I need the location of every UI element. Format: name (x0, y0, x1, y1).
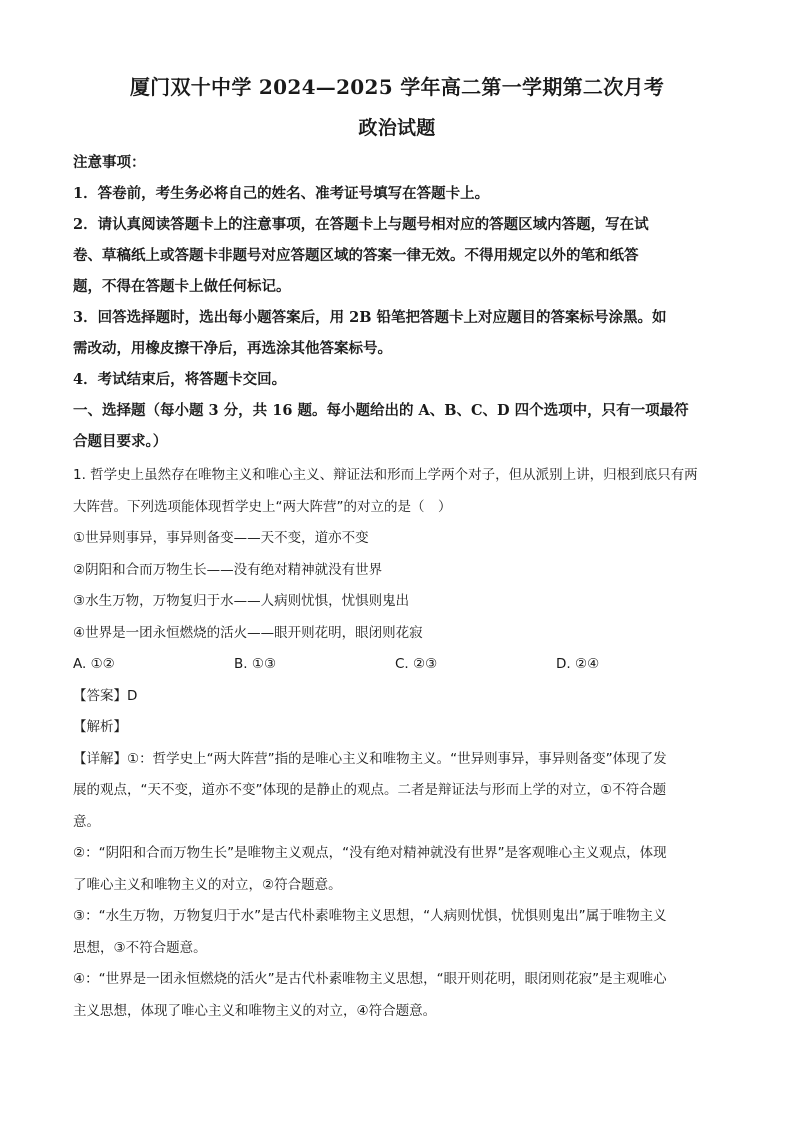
notes-line: 1．答卷前，考生务必将自己的姓名、准考证号填写在答题卡上。 (73, 185, 490, 202)
explanation-line: 思想，③不符合题意。 (73, 939, 207, 956)
option-a: A. ①② (73, 656, 115, 672)
question-1 (73, 460, 723, 1027)
exam-title: 厦门双十中学 2024—2025 学年高二第一学期第二次月考 (129, 75, 665, 99)
explanation-line: ③：“水生万物，万物复归于水”是古代朴素唯物主义思想，“人病则忧惧，忧惧则鬼出”属于唯物主义 (73, 908, 667, 924)
notes-line: 3．回答选择题时，选出每小题答案后，用 2B 铅笔把答题卡上对应题目的答案标号涂黑。如 (73, 309, 667, 326)
section-heading: 一、选择题（每小题 3 分，共 16 题。每小题给出的 A、B、C、D 四个选项中，只有一项最符 (73, 402, 689, 419)
notes-heading: 注意事项： (73, 154, 146, 171)
option-d: D. ②④ (556, 656, 600, 672)
explanation-line: 了唯心主义和唯物主义的对立，②符合题意。 (73, 876, 342, 893)
exam-subtitle: 政治试题 (358, 117, 436, 139)
notes-line: 题，不得在答题卡上做任何标记。 (73, 278, 291, 295)
statement: ②阴阳和合而万物生长——没有绝对精神就没有世界 (73, 561, 383, 578)
notes-line: 需改动，用橡皮擦干净后，再选涂其他答案标号。 (73, 340, 392, 357)
question-stem: 1. 哲学史上虽然存在唯物主义和唯心主义、辩证法和形而上学两个对子，但从派别上讲，归根到底只有两 (73, 467, 698, 483)
explanation-line: 主义思想，体现了唯心主义和唯物主义的对立，④符合题意。 (73, 1002, 437, 1019)
explanation-line: ②：“阴阳和合而万物生长”是唯物主义观点，“没有绝对精神就没有世界”是客观唯心主义观点，体现 (73, 845, 667, 861)
notes-line: 2．请认真阅读答题卡上的注意事项，在答题卡上与题号相对应的答题区域内答题，写在试 (73, 216, 649, 233)
statement: ④世界是一团永恒燃烧的活火——眼开则花明，眼闭则花寂 (73, 624, 423, 641)
explanation-line: 展的观点，“天不变，道亦不变”体现的是静止的观点。二者是辩证法与形而上学的对立，①不符合题 (73, 782, 667, 798)
option-b: B. ①③ (234, 656, 277, 672)
question-stem: 大阵营。下列选项能体现哲学史上“两大阵营”的对立的是（ ） (73, 498, 452, 515)
notes-line: 卷、草稿纸上或答题卡非题号对应答题区域的答案一律无效。不得用规定以外的笔和纸答 (73, 247, 639, 264)
answer-options (73, 649, 723, 681)
explanation-line: ④：“世界是一团永恒燃烧的活火”是古代朴素唯物主义思想，“眼开则花明，眼闭则花寂”是主观唯心 (73, 971, 667, 987)
option-c: C. ②③ (395, 656, 438, 672)
explanation-line: 【详解】①：哲学史上“两大阵营”指的是唯心主义和唯物主义。“世异则事异，事异则备变”体现了发 (73, 750, 667, 767)
explanation-line: 意。 (73, 813, 100, 830)
notes-section (73, 147, 723, 457)
section-heading: 合题目要求。） (73, 433, 168, 450)
statement: ①世异则事异，事异则备变——天不变，道亦不变 (73, 530, 369, 546)
analysis-label: 【解析】 (73, 719, 127, 735)
statement: ③水生万物，万物复归于水——人病则忧惧，忧惧则鬼出 (73, 593, 410, 609)
notes-line: 4．考试结束后，将答题卡交回。 (73, 371, 287, 388)
answer-label: 【答案】D (73, 687, 138, 704)
